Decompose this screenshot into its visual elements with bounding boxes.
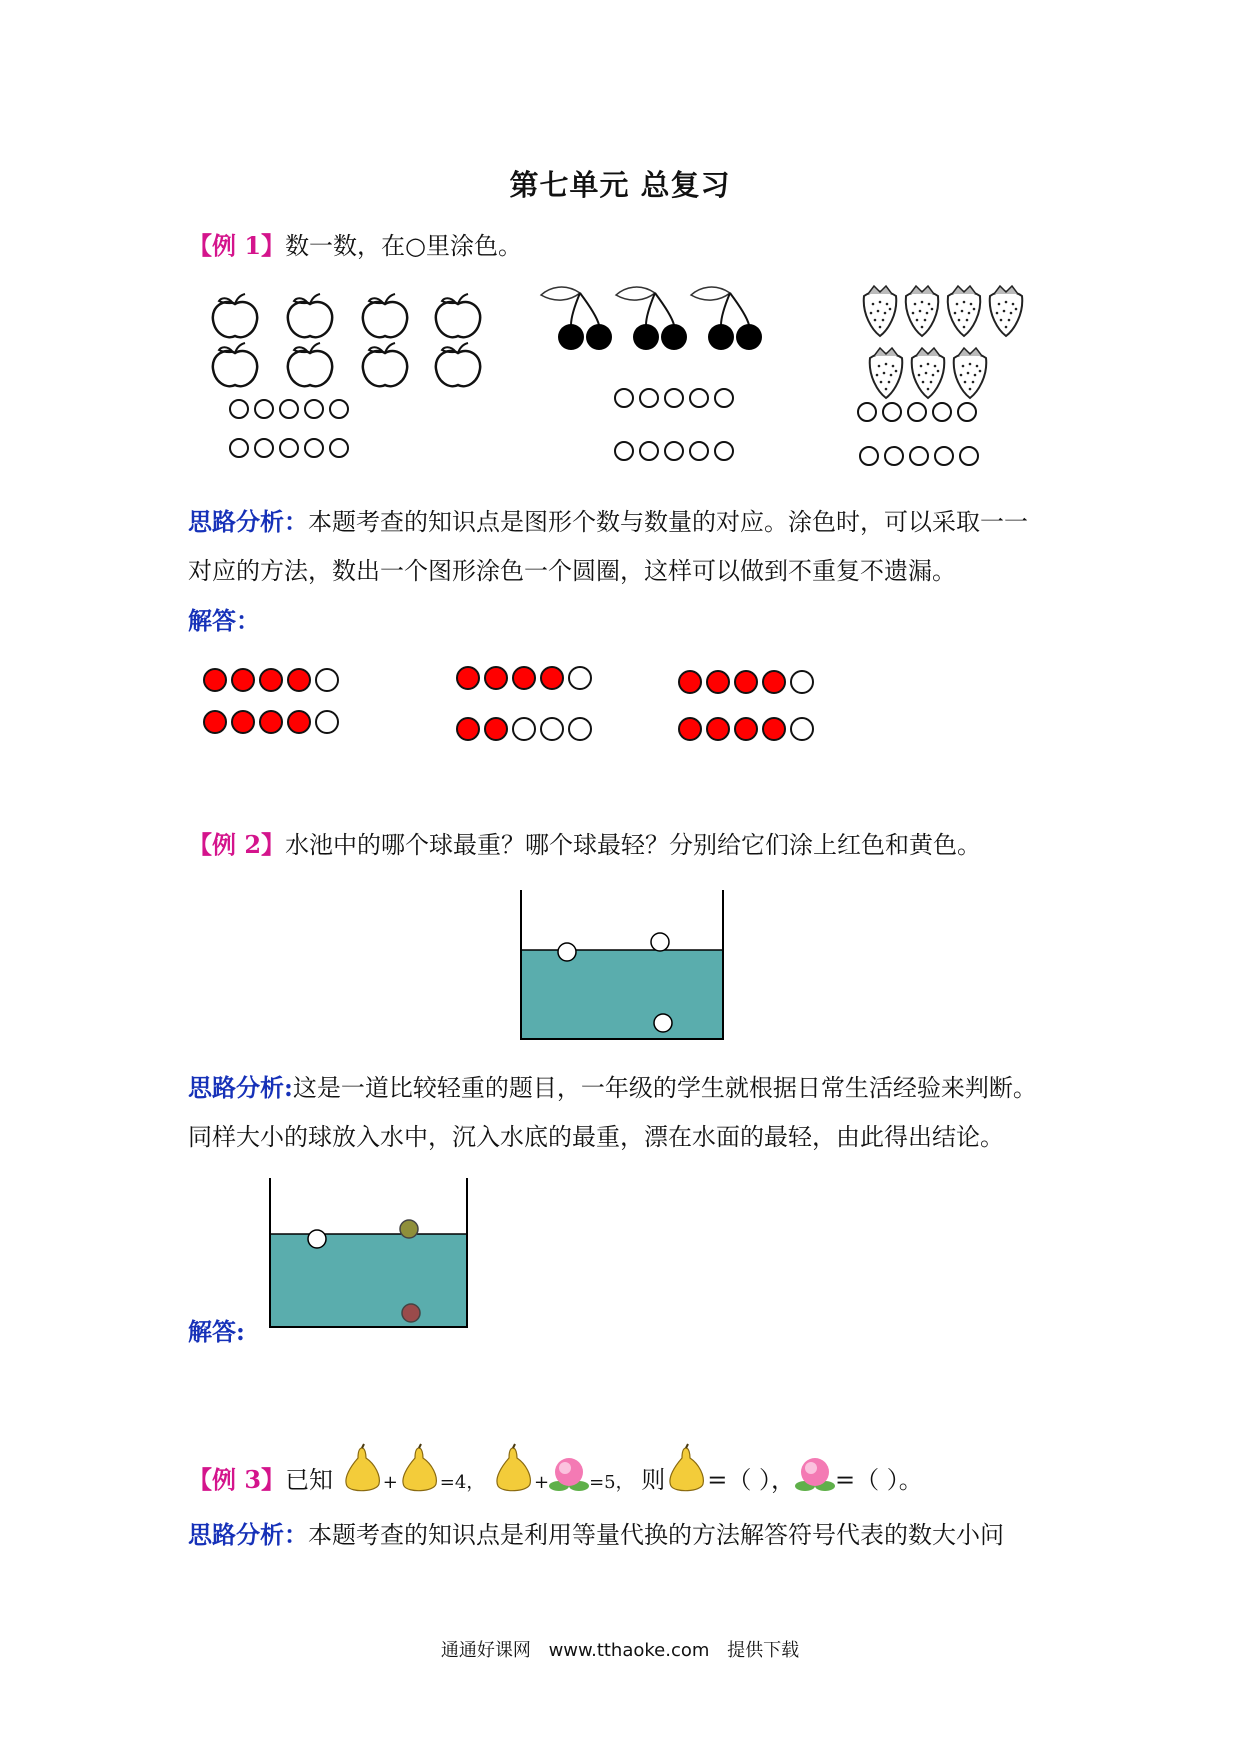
answer-circle — [707, 718, 729, 740]
answer-blank-2: =（ ）。 — [835, 1466, 923, 1494]
page-title: 第七单元 总复习 — [509, 168, 731, 202]
example2-tank-answer — [269, 1178, 469, 1328]
empty-circle — [690, 389, 708, 407]
empty-circle — [665, 442, 683, 460]
answer-circle — [485, 667, 507, 689]
empty-circle — [935, 447, 953, 465]
answer-circle — [541, 718, 563, 740]
plus-sign-1: + — [382, 1472, 398, 1493]
example1-analysis-text1: 本题考查的知识点是图形个数与数量的对应。涂色时，可以采取一一 — [308, 508, 1028, 536]
answer-circle — [707, 671, 729, 693]
answer-circle — [569, 718, 591, 740]
empty-circle — [960, 447, 978, 465]
apple-icon — [288, 343, 332, 386]
empty-circle — [230, 400, 248, 418]
strawberry-icon — [990, 286, 1023, 336]
example1-analysis-line1 — [188, 502, 1028, 537]
answer-circle — [569, 667, 591, 689]
example1-analysis-line2: 对应的方法，数出一个图形涂色一个圆圈，这样可以做到不重复不遗漏。 — [188, 557, 956, 585]
answer-blank-1: =（ ）， — [707, 1466, 796, 1494]
answer-circle — [763, 671, 785, 693]
answer-circle — [791, 718, 813, 740]
strawberry-icon — [948, 286, 981, 336]
empty-circle — [910, 447, 928, 465]
example3-analysis-label: 思路分析： — [188, 1520, 308, 1549]
strawberry-icon — [954, 348, 987, 398]
footer — [0, 1636, 1240, 1662]
apple-icon — [363, 294, 407, 337]
answer-circle — [288, 669, 310, 691]
pear-icon — [341, 1444, 383, 1494]
empty-circle — [858, 403, 876, 421]
empty-circle — [255, 439, 273, 457]
empty-circle — [255, 400, 273, 418]
footer-site-name: 通通好课网 — [440, 1640, 531, 1661]
example2-question — [188, 825, 981, 860]
example3-analysis-line1 — [188, 1515, 1004, 1550]
empty-circle — [305, 400, 323, 418]
empty-circle — [280, 400, 298, 418]
example1-tag: 【例 1】 — [188, 231, 286, 260]
example2-analysis-text1: 这是一道比较轻重的题目，一年级的学生就根据日常生活经验来判断。 — [292, 1074, 1037, 1102]
apple-icon — [436, 294, 480, 337]
example3-tag: 【例 3】 — [188, 1465, 286, 1494]
empty-circle — [640, 442, 658, 460]
cherry-icon — [541, 287, 612, 350]
empty-circle — [885, 447, 903, 465]
empty-circle — [860, 447, 878, 465]
apple-icon — [436, 343, 480, 386]
answer-circle — [763, 718, 785, 740]
empty-circle — [908, 403, 926, 421]
footer-action: 提供下载 — [727, 1640, 800, 1661]
example2-tag: 【例 2】 — [188, 830, 286, 859]
answer-circle — [457, 667, 479, 689]
equals-5: =5， — [589, 1472, 634, 1493]
cherry-icon — [616, 287, 687, 350]
answer-circle — [204, 711, 226, 733]
empty-circle — [715, 442, 733, 460]
example2-analysis-line2: 同样大小的球放入水中，沉入水底的最重，漂在水面的最轻，由此得出结论。 — [188, 1123, 1004, 1151]
answer-circle — [791, 671, 813, 693]
strawberry-icon — [864, 286, 897, 336]
empty-circle — [640, 389, 658, 407]
example1-analysis-label: 思路分析： — [188, 507, 308, 536]
answer-circle — [513, 667, 535, 689]
empty-circle — [330, 400, 348, 418]
answer-circle — [232, 711, 254, 733]
answer-circle — [204, 669, 226, 691]
answer-circle — [735, 671, 757, 693]
empty-circle — [330, 439, 348, 457]
example3-analysis-text1: 本题考查的知识点是利用等量代换的方法解答符号代表的数大小问 — [308, 1521, 1004, 1549]
plus-sign-2: + — [533, 1472, 550, 1493]
tank-water — [520, 950, 723, 1038]
pear-icon — [492, 1444, 534, 1494]
example2-analysis-label: 思路分析: — [188, 1073, 293, 1102]
answer-circle — [457, 718, 479, 740]
ball-heavy-red — [402, 1304, 420, 1322]
answer-circle — [679, 718, 701, 740]
pear-icon — [665, 1444, 707, 1494]
example2-question-text: 水池中的哪个球最重？哪个球最轻？分别给它们涂上红色和黄色。 — [285, 831, 982, 859]
empty-circle — [665, 389, 683, 407]
pear-icon — [398, 1444, 440, 1494]
example2-answer-label: 解答: — [188, 1317, 245, 1346]
empty-circle — [715, 389, 733, 407]
peach-icon — [549, 1454, 589, 1494]
answer-circle — [541, 667, 563, 689]
apple-icon — [363, 343, 407, 386]
empty-circle — [690, 442, 708, 460]
footer-url[interactable]: www.tthaoke.com — [548, 1640, 710, 1661]
empty-circle — [615, 442, 633, 460]
apple-icon — [288, 294, 332, 337]
cherry-icon — [691, 287, 762, 350]
answer-circle — [316, 711, 338, 733]
example3-known: 已知 — [285, 1466, 334, 1494]
ball-light-yellow — [400, 1220, 418, 1238]
empty-circle — [305, 439, 323, 457]
example2-analysis-line1 — [188, 1068, 1037, 1103]
equals-4: =4， — [439, 1472, 485, 1493]
strawberry-icon — [912, 348, 945, 398]
answer-circle — [260, 711, 282, 733]
apple-icon — [213, 294, 257, 337]
ball-floating-left — [558, 943, 576, 961]
empty-circle — [230, 439, 248, 457]
answer-circle — [288, 711, 310, 733]
then-word: 则 — [641, 1466, 666, 1494]
answer-circle — [513, 718, 535, 740]
example2-tank-question — [520, 890, 725, 1040]
answer-circle — [260, 669, 282, 691]
apple-icon — [213, 343, 257, 386]
answer-circle — [735, 718, 757, 740]
empty-circle — [958, 403, 976, 421]
answer-circle — [679, 671, 701, 693]
strawberry-icon — [870, 348, 903, 398]
peach-icon — [795, 1454, 835, 1494]
ball-floating-right — [651, 933, 669, 951]
empty-circle — [615, 389, 633, 407]
answer-circle — [485, 718, 507, 740]
ball-sunk — [654, 1014, 672, 1032]
example3-question — [188, 1444, 923, 1495]
empty-circle — [933, 403, 951, 421]
example1-question-text: 数一数，在○里涂色。 — [285, 232, 523, 260]
strawberry-icon — [906, 286, 939, 336]
answer-circle — [316, 669, 338, 691]
example1-answer-label: 解答： — [188, 606, 260, 635]
answer-circle — [232, 669, 254, 691]
empty-circle — [883, 403, 901, 421]
empty-circle — [280, 439, 298, 457]
ball-white — [308, 1230, 326, 1248]
